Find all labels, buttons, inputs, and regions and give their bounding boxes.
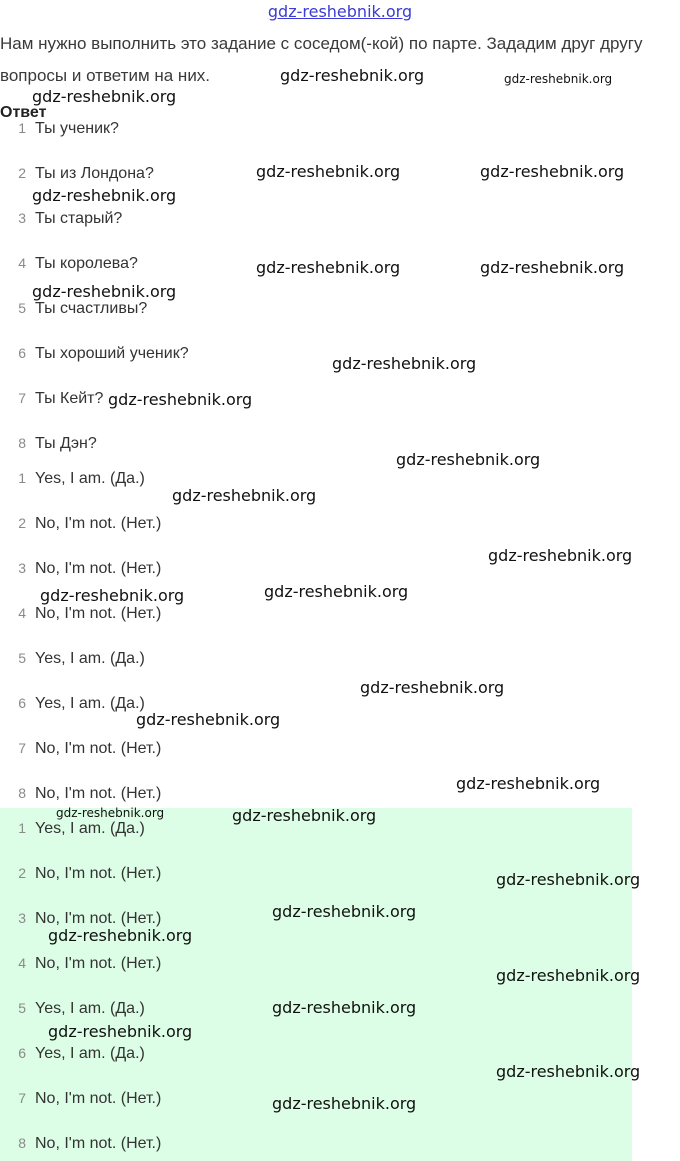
watermark: gdz-reshebnik.org (32, 282, 177, 301)
item-text: No, I'm not. (Нет.) (35, 605, 162, 622)
watermark: gdz-reshebnik.org (272, 998, 417, 1017)
watermark: gdz-reshebnik.org (396, 450, 541, 469)
item-number: 5 (18, 650, 26, 666)
watermark: gdz-reshebnik.org (264, 582, 409, 601)
watermark: gdz-reshebnik.org (40, 586, 185, 605)
watermark: gdz-reshebnik.org (332, 354, 477, 373)
answer-item-highlighted (0, 949, 161, 977)
item-number: 3 (18, 910, 26, 926)
question-item (0, 429, 97, 457)
item-text: No, I'm not. (Нет.) (35, 560, 162, 577)
answer-item-highlighted (0, 1039, 145, 1067)
item-number: 1 (18, 820, 26, 836)
answer-item (0, 554, 161, 582)
watermark: gdz-reshebnik.org (32, 87, 177, 106)
watermark: gdz-reshebnik.org (456, 774, 601, 793)
item-text: No, I'm not. (Нет.) (35, 785, 162, 802)
item-number: 2 (18, 515, 26, 531)
watermark: gdz-reshebnik.org (256, 258, 401, 277)
watermark: gdz-reshebnik.org (136, 710, 281, 729)
watermark: gdz-reshebnik.org (496, 870, 641, 889)
item-text: No, I'm not. (Нет.) (35, 515, 162, 532)
item-text: Ты из Лондона? (35, 165, 154, 182)
item-text: Yes, I am. (Да.) (35, 1045, 145, 1062)
answer-item (0, 734, 161, 762)
answer-item (0, 779, 161, 807)
item-number: 8 (18, 1135, 26, 1151)
item-text: No, I'm not. (Нет.) (35, 740, 162, 757)
watermark: gdz-reshebnik.org (496, 966, 641, 985)
watermark: gdz-reshebnik.org (108, 390, 253, 409)
item-text: Yes, I am. (Да.) (35, 695, 145, 712)
item-text: Yes, I am. (Да.) (35, 470, 145, 487)
item-text: Ты старый? (35, 210, 123, 227)
item-text: No, I'm not. (Нет.) (35, 955, 162, 972)
item-text: Ты счастливы? (35, 300, 148, 317)
answer-item-highlighted (0, 859, 161, 887)
item-text: Ты Кейт? (35, 390, 104, 407)
item-text: No, I'm not. (Нет.) (35, 1090, 162, 1107)
item-number: 7 (18, 390, 26, 406)
item-number: 8 (18, 785, 26, 801)
site-header-link[interactable]: gdz-reshebnik.org (267, 2, 413, 21)
answer-item (0, 644, 145, 672)
answer-item (0, 509, 161, 537)
item-text: Ты ученик? (35, 120, 119, 137)
item-text: Ты Дэн? (35, 435, 97, 452)
question-item (0, 249, 138, 277)
answer-item (0, 689, 145, 717)
item-text: Yes, I am. (Да.) (35, 650, 145, 667)
watermark: gdz-reshebnik.org (256, 162, 401, 181)
item-number: 5 (18, 1000, 26, 1016)
item-text: No, I'm not. (Нет.) (35, 1135, 162, 1152)
question-item (0, 114, 119, 142)
item-text: Ты хороший ученик? (35, 345, 189, 362)
watermark: gdz-reshebnik.org (504, 72, 613, 86)
item-text: Yes, I am. (Да.) (35, 820, 145, 837)
item-number: 2 (18, 865, 26, 881)
answer-heading: Ответ (0, 104, 47, 121)
item-number: 3 (18, 210, 26, 226)
item-text: No, I'm not. (Нет.) (35, 910, 162, 927)
item-text: Yes, I am. (Да.) (35, 1000, 145, 1017)
item-number: 2 (18, 165, 26, 181)
item-number: 4 (18, 255, 26, 271)
item-number: 4 (18, 605, 26, 621)
question-item (0, 204, 122, 232)
watermark: gdz-reshebnik.org (488, 546, 633, 565)
item-number: 7 (18, 740, 26, 756)
watermark: gdz-reshebnik.org (272, 1094, 417, 1113)
item-number: 1 (18, 470, 26, 486)
task-instruction: Нам нужно выполнить это задание с соседом(-кой) по парте. Зададим друг другу вопросы и ответим на них. (0, 34, 643, 85)
item-number: 1 (18, 120, 26, 136)
item-number: 4 (18, 955, 26, 971)
item-text: No, I'm not. (Нет.) (35, 865, 162, 882)
watermark: gdz-reshebnik.org (232, 806, 377, 825)
watermark: gdz-reshebnik.org (48, 926, 193, 945)
item-number: 5 (18, 300, 26, 316)
watermark: gdz-reshebnik.org (172, 486, 317, 505)
answer-item-highlighted (0, 994, 145, 1022)
item-number: 6 (18, 345, 26, 361)
watermark: gdz-reshebnik.org (480, 258, 625, 277)
watermark: gdz-reshebnik.org (280, 66, 425, 85)
item-text: Ты королева? (35, 255, 138, 272)
watermark: gdz-reshebnik.org (496, 1062, 641, 1081)
item-number: 3 (18, 560, 26, 576)
answer-item (0, 464, 145, 492)
watermark: gdz-reshebnik.org (272, 902, 417, 921)
question-item (0, 384, 103, 412)
watermark: gdz-reshebnik.org (56, 806, 165, 820)
answer-item-highlighted (0, 1084, 161, 1112)
item-number: 6 (18, 695, 26, 711)
question-item (0, 339, 189, 367)
watermark: gdz-reshebnik.org (480, 162, 625, 181)
watermark: gdz-reshebnik.org (48, 1022, 193, 1041)
item-number: 8 (18, 435, 26, 451)
question-item (0, 159, 154, 187)
watermark: gdz-reshebnik.org (360, 678, 505, 697)
answer-item-highlighted (0, 1129, 161, 1157)
item-number: 7 (18, 1090, 26, 1106)
watermark: gdz-reshebnik.org (32, 186, 177, 205)
item-number: 6 (18, 1045, 26, 1061)
